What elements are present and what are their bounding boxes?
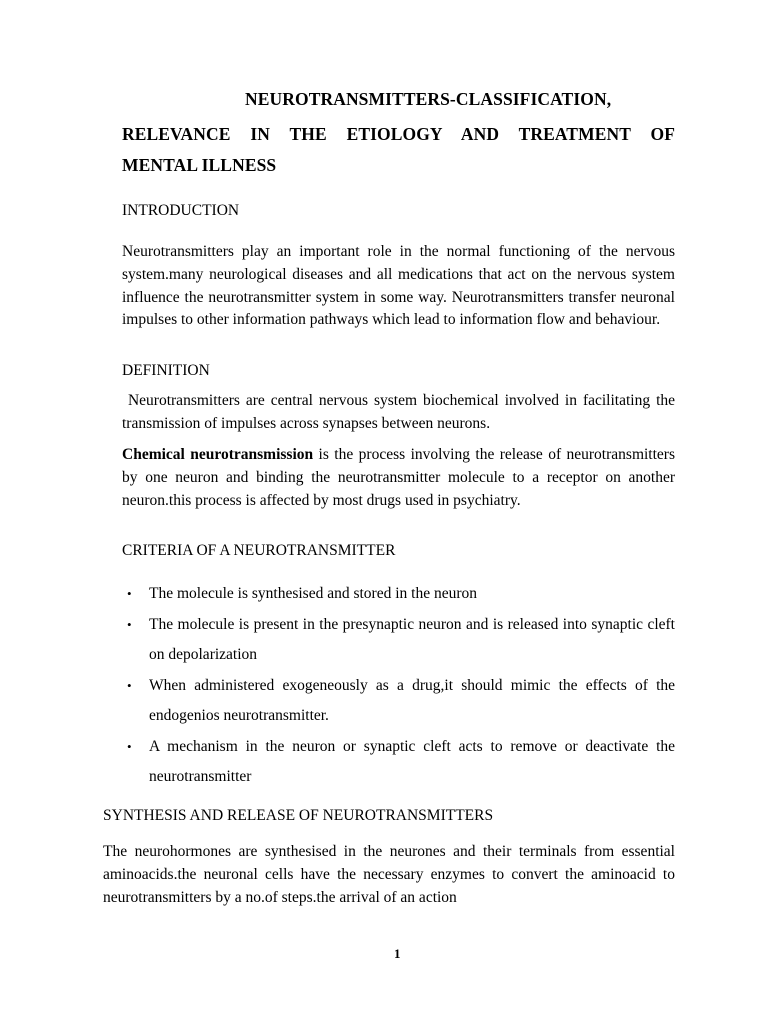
criteria-item-text: The molecule is synthesised and stored in the neuron: [149, 585, 478, 602]
bullet-icon: •: [127, 678, 132, 693]
synthesis-heading: SYNTHESIS AND RELEASE OF NEUROTRANSMITTERS: [103, 807, 494, 824]
criteria-item-text: The molecule is present in the presynaptic neuron and is released into synaptic cleft on depolarization: [149, 616, 675, 663]
chemical-neurotransmission-term: Chemical neurotransmission: [122, 446, 314, 463]
chemical-neurotransmission-paragraph: [122, 444, 675, 512]
title-line-2: RELEVANCE IN THE ETIOLOGY AND TREATMENT OF: [122, 124, 675, 144]
bullet-icon: •: [127, 617, 132, 632]
criteria-item-text: A mechanism in the neuron or synaptic cleft acts to remove or deactivate the neurotransmitter: [149, 738, 675, 785]
definition-heading: DEFINITION: [122, 362, 210, 379]
title-line-3: MENTAL ILLNESS: [122, 155, 277, 175]
definition-paragraph: Neurotransmitters are central nervous system biochemical involved in facilitating the transmission of impulses across synapses between neurons.: [122, 392, 679, 432]
title-line-1: NEUROTRANSMITTERS-CLASSIFICATION,: [245, 89, 612, 109]
introduction-heading: INTRODUCTION: [122, 202, 240, 219]
criteria-item-text: When administered exogeneously as a drug,it should mimic the effects of the endogenios neurotransmitter.: [149, 677, 675, 724]
criteria-heading: CRITERIA OF A NEUROTRANSMITTER: [122, 542, 396, 559]
list-item: [122, 610, 675, 670]
introduction-paragraph: Neurotransmitters play an important role in the normal functioning of the nervous system.many neurological diseases and all medications that act on the nervous system influence the neurotransmitter system in some way. Neurotransmitters transfer neuronal impulses to other information pathways which lead to information flow and behaviour.: [122, 243, 675, 329]
list-item: [122, 732, 675, 792]
list-item: [122, 671, 675, 731]
synthesis-paragraph: The neurohormones are synthesised in the neurones and their terminals from essential aminoacids.the neuronal cells have the necessary enzymes to convert the aminoacid to neurotransmitters by a no.of steps.the arrival of an action: [103, 843, 675, 906]
list-item: [122, 579, 675, 609]
bullet-icon: •: [127, 739, 132, 754]
bullet-icon: •: [127, 586, 132, 601]
page-number: 1: [394, 946, 401, 961]
criteria-list: [122, 579, 675, 793]
chemical-neurotransmission-text: is the process involving the release of neurotransmitters by one neuron and binding the neurotransmitter molecule to a receptor on another neuron.this process is affected by most drugs used in psychiatry.: [122, 446, 675, 509]
